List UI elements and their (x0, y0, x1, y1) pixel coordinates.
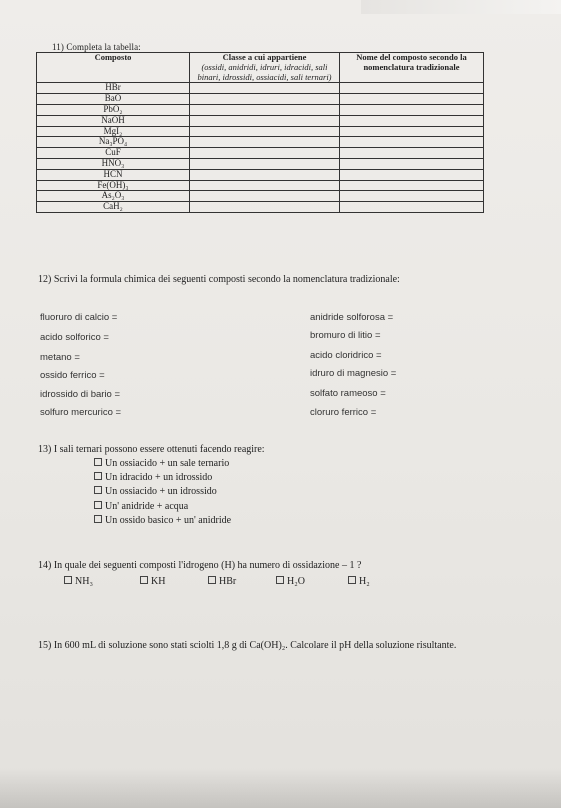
compound-cell: HBr (37, 83, 190, 94)
header-classe-subtitle: (ossidi, anidridi, idruri, idracidi, sali binari, idrossidi, ossiacidi, sali ternari) (197, 61, 332, 82)
q13-option-label: Un ossiacido + un idrossido (105, 486, 217, 497)
name-answer-cell[interactable] (340, 191, 484, 202)
class-answer-cell[interactable] (190, 202, 340, 213)
table-row (37, 83, 484, 94)
name-answer-cell[interactable] (340, 137, 484, 148)
q12-left-item: ossido ferrico = (40, 370, 105, 381)
class-answer-cell[interactable] (190, 137, 340, 148)
q12-right-item: bromuro di litio = (310, 330, 381, 341)
compound-cell: As₂O₃ (37, 191, 190, 202)
class-answer-cell[interactable] (190, 148, 340, 159)
q12-right-item: solfato rameoso = (310, 388, 386, 399)
compound-cell: Fe(OH)₃ (37, 180, 190, 191)
q12-title: 12) Scrivi la formula chimica dei seguenti composti secondo la nomenclatura tradizionale: (38, 274, 400, 285)
compound-cell: CaH₂ (37, 202, 190, 213)
checkbox-icon[interactable] (94, 458, 102, 466)
name-answer-cell[interactable] (340, 148, 484, 159)
checkbox-icon[interactable] (140, 576, 148, 584)
checkbox-icon[interactable] (94, 515, 102, 523)
header-composto: Composto (37, 53, 190, 83)
header-classe (190, 53, 340, 83)
q14-title: 14) In quale dei seguenti composti l'idrogeno (H) ha numero di ossidazione – 1 ? (38, 560, 362, 571)
q13-option[interactable] (94, 458, 229, 469)
q13-option-label: Un' anidride + acqua (105, 501, 189, 512)
q14-option[interactable] (140, 576, 165, 587)
q13-option-label: Un ossiacido + un sale ternario (105, 458, 230, 469)
q14-option-label: NH₃ (75, 576, 93, 587)
name-answer-cell[interactable] (340, 202, 484, 213)
q12-right-item: cloruro ferrico = (310, 407, 377, 418)
q12-right-item: idruro di magnesio = (310, 368, 397, 379)
table-row (37, 137, 484, 148)
q14-option[interactable] (348, 576, 370, 587)
q13-option-label: Un ossido basico + un' anidride (105, 515, 232, 526)
class-answer-cell[interactable] (190, 104, 340, 115)
header-classe-title: Classe a cui appartiene (222, 52, 307, 62)
q13-option[interactable] (94, 472, 212, 483)
compound-cell: Na₃PO₄ (37, 137, 190, 148)
checkbox-icon[interactable] (276, 576, 284, 584)
name-answer-cell[interactable] (340, 115, 484, 126)
q14-option[interactable] (276, 576, 305, 587)
table-header-row (37, 53, 484, 83)
q12-left-item: solfuro mercurico = (40, 407, 122, 418)
q15-text: 15) In 600 mL di soluzione sono stati sciolti 1,8 g di Ca(OH)₂. Calcolare il pH della soluzione risultante. (38, 640, 457, 651)
name-answer-cell[interactable] (340, 126, 484, 137)
compounds-table (36, 52, 484, 213)
compound-cell: NaOH (37, 115, 190, 126)
table-row (37, 94, 484, 105)
q12-left-item: acido solforico = (40, 332, 109, 343)
q14-option[interactable] (64, 576, 93, 587)
table-row (37, 148, 484, 159)
checkbox-icon[interactable] (94, 486, 102, 494)
background-strip (361, 0, 561, 14)
q13-option[interactable] (94, 486, 217, 497)
q12-left-item: metano = (40, 352, 80, 363)
checkbox-icon[interactable] (94, 472, 102, 480)
compound-cell: MgI₂ (37, 126, 190, 137)
compound-cell: BaO (37, 94, 190, 105)
table-row (37, 158, 484, 169)
checkbox-icon[interactable] (348, 576, 356, 584)
name-answer-cell[interactable] (340, 180, 484, 191)
name-answer-cell[interactable] (340, 158, 484, 169)
q13-option[interactable] (94, 515, 231, 526)
class-answer-cell[interactable] (190, 83, 340, 94)
name-answer-cell[interactable] (340, 83, 484, 94)
class-answer-cell[interactable] (190, 158, 340, 169)
checkbox-icon[interactable] (94, 501, 102, 509)
class-answer-cell[interactable] (190, 191, 340, 202)
q12-left-item: fluoruro di calcio = (40, 312, 118, 323)
compound-cell: HNO₃ (37, 158, 190, 169)
q14-option-label: H₂O (287, 576, 305, 587)
table-row (37, 180, 484, 191)
q14-option-label: H₂ (359, 576, 370, 587)
q13-option-label: Un idracido + un idrossido (105, 472, 213, 483)
table-row (37, 202, 484, 213)
q13-title: 13) I sali ternari possono essere ottenuti facendo reagire: (38, 444, 265, 455)
name-answer-cell[interactable] (340, 104, 484, 115)
checkbox-icon[interactable] (208, 576, 216, 584)
table-row (37, 169, 484, 180)
table-row (37, 126, 484, 137)
class-answer-cell[interactable] (190, 115, 340, 126)
checkbox-icon[interactable] (64, 576, 72, 584)
table-row (37, 115, 484, 126)
compound-cell: HCN (37, 169, 190, 180)
q12-right-item: acido cloridrico = (310, 350, 382, 361)
q11-title: 11) Completa la tabella: (52, 42, 141, 52)
class-answer-cell[interactable] (190, 180, 340, 191)
table-row (37, 104, 484, 115)
q14-option[interactable] (208, 576, 236, 587)
q14-option-label: HBr (219, 576, 237, 587)
class-answer-cell[interactable] (190, 169, 340, 180)
page-shadow (0, 768, 561, 808)
q14-option-label: KH (151, 576, 166, 587)
q13-option[interactable] (94, 501, 188, 512)
name-answer-cell[interactable] (340, 169, 484, 180)
q12-right-item: anidride solforosa = (310, 312, 394, 323)
header-nome: Nome del composto secondo la nomenclatura tradizionale (340, 53, 484, 83)
compound-cell: CuF (37, 148, 190, 159)
class-answer-cell[interactable] (190, 126, 340, 137)
class-answer-cell[interactable] (190, 94, 340, 105)
compound-cell: PbO₂ (37, 104, 190, 115)
q12-left-item: idrossido di bario = (40, 389, 121, 400)
name-answer-cell[interactable] (340, 94, 484, 105)
table-row (37, 191, 484, 202)
